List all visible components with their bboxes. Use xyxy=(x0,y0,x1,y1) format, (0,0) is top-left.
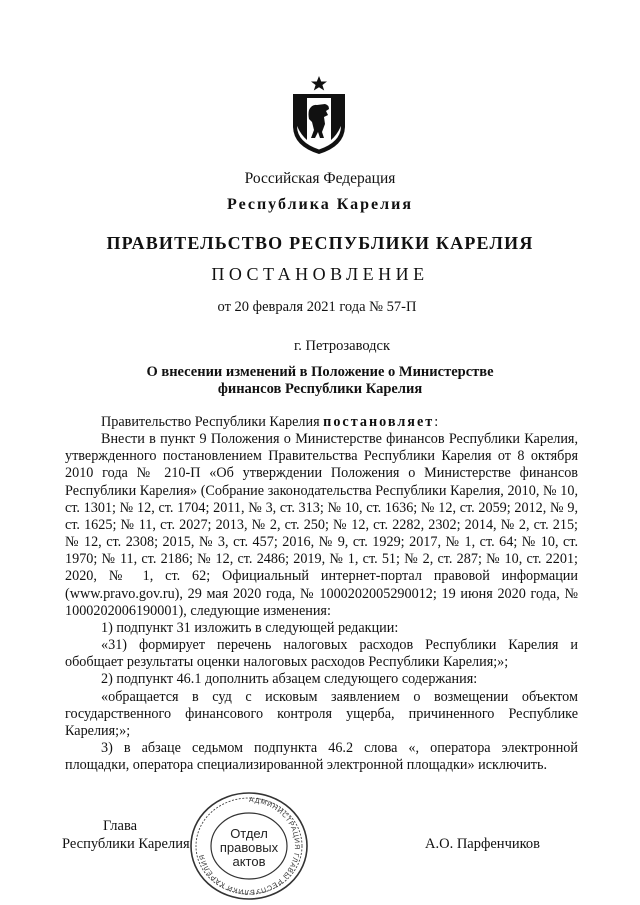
intro-suffix: : xyxy=(434,414,439,430)
signatory-name: А.О. Парфенчиков xyxy=(425,836,541,852)
paragraph-item-1-text: «31) формирует перечень налоговых расходов Республики Карелия и обобщает результаты оценки налоговых расходов Республики Карелия;»; xyxy=(65,637,578,671)
paragraph-item-1: 1) подпункт 31 изложить в следующей редакции: xyxy=(101,619,399,636)
paragraph-item-2: 2) подпункт 46.1 дополнить абзацем следующего содержания: xyxy=(101,671,478,688)
document-type: ПОСТАНОВЛЕНИЕ xyxy=(211,264,429,284)
paragraph-item-3: 3) в абзаце седьмом подпункта 46.2 слова «, оператора электронной площадки, оператора специализированной электронной площадки» исключить. xyxy=(65,739,578,774)
document-title-line-1: О внесении изменений в Положение о Министерстве xyxy=(146,364,494,380)
signatory-title: Глава xyxy=(103,818,138,834)
republic-name: Республика Карелия xyxy=(227,196,413,213)
karelia-coat-of-arms-icon xyxy=(287,74,351,156)
document-date-number: от 20 февраля 2021 года № 57-П xyxy=(217,299,417,315)
stamp-ring-text: АДМИНИСТРАЦИЯ ГЛАВЫ РЕСПУБЛИКИ КАРЕЛИЯ xyxy=(198,796,301,896)
document-city: г. Петрозаводск xyxy=(293,338,391,354)
stamp-line-1: Отдел xyxy=(230,826,268,841)
stamp-line-2: правовых xyxy=(219,840,279,855)
intro-paragraph xyxy=(65,414,578,431)
stamp-line-3: актов xyxy=(232,854,266,869)
intro-prefix: Правительство Республики Карелия xyxy=(101,414,324,430)
paragraph-main-amendment: Внести в пункт 9 Положения о Министерстве финансов Республики Карелия, утвержденного постановлением Правительства Республики Карелия от 8 октября 2010 года № 210-П «Об утверждении Положения о Министерстве финансов Республики Карелия» (Собрание законодательства Республики Карелия, 2010, № 10, ст. 1301; № 12, ст. 1704; 2011, № 3, ст. 313; № 10, ст. 1636; № 12, ст. 2059; 2012, № 9, ст. 1625; № 11, ст. 2027; 2013, № 2, ст. 250; № 12, ст. 2282, 2302; 2014, № 2, ст. 215; № 12, ст. 2308; 2015, № 3, ст. 457; 2016, № 9, ст. 1929; 2017, № 1, ст. 64; № 10, ст. 1970; № 11, ст. 2186; № 12, ст. 2486; 2019, № 1, ст. 51; № 2, ст. 287; № 10, ст. 2201; 2020, № 1, ст. 62; Официальный интернет-портал правовой информации (www.pravo.gov.ru), 29 мая 2020 года, № 1000202005290012; 19 июня 2020 года, № 1000202006190001), следующие изменения: xyxy=(65,431,578,619)
country-name: Российская Федерация xyxy=(244,170,396,187)
intro-verb: постановляет xyxy=(323,414,435,430)
government-name: ПРАВИТЕЛЬСТВО РЕСПУБЛИКИ КАРЕЛИЯ xyxy=(106,233,534,253)
document-body xyxy=(65,414,578,774)
paragraph-item-2-text: «обращается в суд с исковым заявлением о возмещении объектом государственного финансового контроля ущерба, причиненного Республике Карелия;»; xyxy=(65,688,578,739)
signatory-organization: Республики Карелия xyxy=(62,836,190,852)
stamp-label xyxy=(196,827,302,869)
document-title-line-2: финансов Республики Карелия xyxy=(217,381,423,397)
